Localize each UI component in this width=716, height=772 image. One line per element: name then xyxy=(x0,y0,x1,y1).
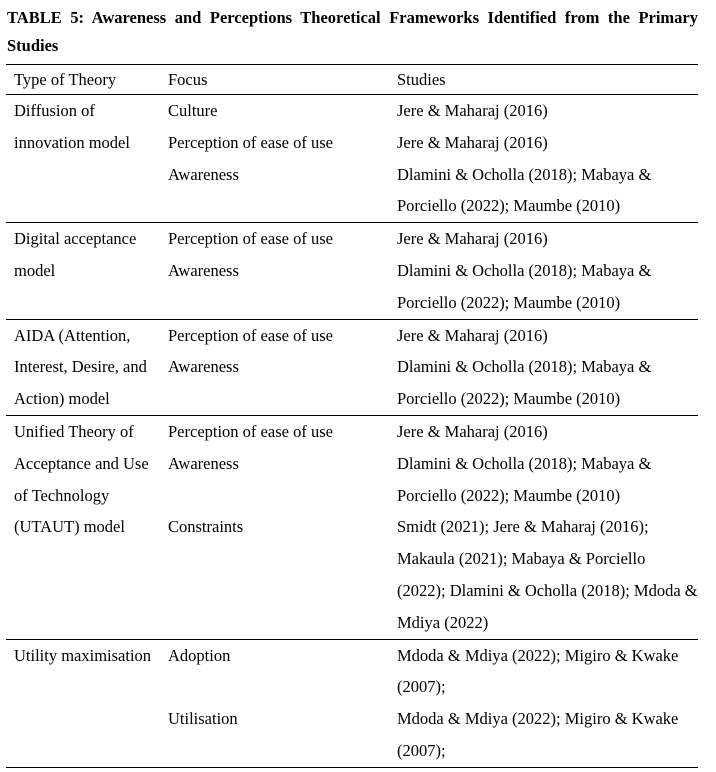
table-row xyxy=(6,222,698,318)
studies-cell: Mdoda & Mdiya (2022); Migiro & Kwake (2007); xyxy=(397,645,679,697)
studies-cell: Jere & Maharaj (2016) xyxy=(397,132,548,152)
focus-cell: Awareness xyxy=(168,260,239,280)
studies-cell: Dlamini & Ocholla (2018); Mabaya & Porciello (2022); Maumbe (2010) xyxy=(397,260,652,312)
table-row xyxy=(6,639,698,768)
table-row xyxy=(6,94,698,222)
table-row xyxy=(6,319,698,415)
focus-cell: Perception of ease of use xyxy=(168,229,333,249)
focus-cell: Adoption xyxy=(168,645,231,665)
focus-entry xyxy=(168,640,698,704)
focus-cell: Constraints xyxy=(168,517,244,537)
focus-entry xyxy=(168,127,698,159)
focus-cell: Awareness xyxy=(168,357,239,377)
studies-cell: Jere & Maharaj (2016) xyxy=(397,421,548,441)
studies-cell: Dlamini & Ocholla (2018); Mabaya & Porciello (2022); Maumbe (2010) xyxy=(397,357,652,409)
focus-entry xyxy=(168,255,698,319)
theoretical-frameworks-table xyxy=(6,64,698,768)
theory-text: Unified Theory of Acceptance and Use of Technology (UTAUT) model xyxy=(14,421,149,537)
focus-entry xyxy=(168,416,698,448)
theory-cell xyxy=(6,223,168,318)
studies-cell: Smidt (2021); Jere & Maharaj (2016); Makaula (2021); Mabaya & Porciello (2022); Dlamini & Ocholla (2018); Mdoda & Mdiya (2022) xyxy=(397,517,698,632)
studies-cell: Jere & Maharaj (2016) xyxy=(397,229,548,249)
focus-entry xyxy=(168,320,698,352)
theory-text: Diffusion of innovation model xyxy=(14,101,130,152)
focus-cell: Awareness xyxy=(168,164,239,184)
studies-cell: Dlamini & Ocholla (2018); Mabaya & Porciello (2022); Maumbe (2010) xyxy=(397,164,652,216)
studies-cell: Dlamini & Ocholla (2018); Mabaya & Porciello (2022); Maumbe (2010) xyxy=(397,453,652,505)
theory-cell xyxy=(6,416,168,639)
theory-text: AIDA (Attention, Interest, Desire, and Action) model xyxy=(14,325,147,409)
focus-cell: Perception of ease of use xyxy=(168,132,333,152)
studies-cell: Jere & Maharaj (2016) xyxy=(397,325,548,345)
focus-cell: Culture xyxy=(168,101,218,120)
focus-entry xyxy=(168,351,698,415)
header-theory: Type of Theory xyxy=(14,70,117,89)
focus-entry xyxy=(168,448,698,512)
focus-entry xyxy=(168,95,698,127)
focus-cell: Perception of ease of use xyxy=(168,421,333,441)
focus-entry xyxy=(168,511,698,638)
studies-cell: Mdoda & Mdiya (2022); Migiro & Kwake (2007); xyxy=(397,709,679,760)
theory-text: Digital acceptance model xyxy=(14,229,137,280)
focus-entry xyxy=(168,159,698,223)
focus-cell: Perception of ease of use xyxy=(168,325,333,345)
table-title: TABLE 5: Awareness and Perceptions Theoretical Frameworks Identified from the Primary Studies xyxy=(7,8,698,55)
header-studies: Studies xyxy=(397,70,446,89)
table-row xyxy=(6,415,698,639)
theory-cell xyxy=(6,640,168,767)
theory-text: Utility maximisation xyxy=(14,645,152,665)
table-header-row xyxy=(6,64,698,94)
theory-cell xyxy=(6,320,168,415)
studies-cell: Jere & Maharaj (2016) xyxy=(397,101,548,120)
focus-entry xyxy=(168,223,698,255)
theory-cell xyxy=(6,95,168,222)
focus-cell: Awareness xyxy=(168,453,239,473)
focus-cell: Utilisation xyxy=(168,709,238,729)
focus-entry xyxy=(168,703,698,767)
header-focus: Focus xyxy=(168,70,208,89)
